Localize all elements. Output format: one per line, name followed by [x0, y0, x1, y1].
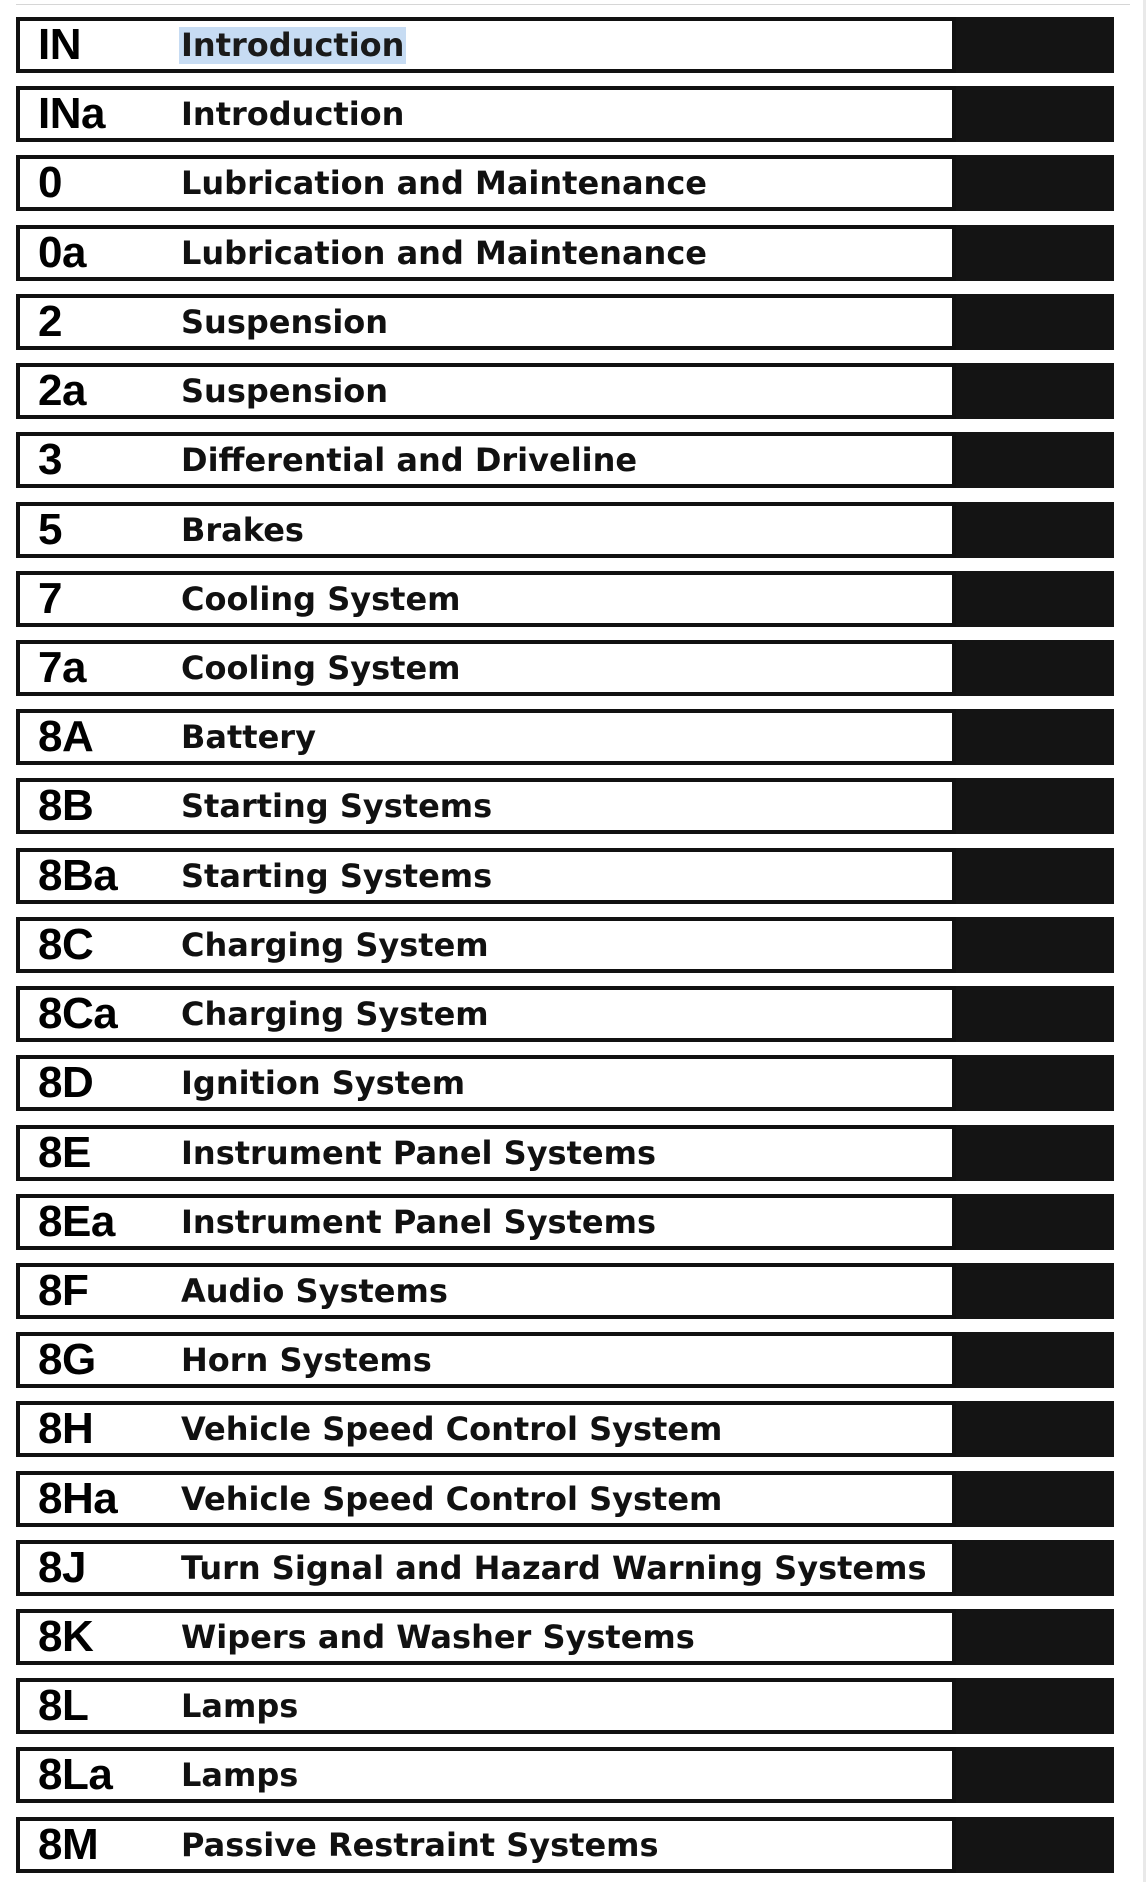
section-title-link[interactable]: Audio Systems — [181, 1271, 448, 1310]
toc-entry[interactable] — [16, 571, 1114, 627]
section-code: 8H — [38, 1404, 94, 1454]
section-tab — [956, 225, 1114, 281]
section-code: 8J — [38, 1542, 86, 1592]
section-tab — [956, 1055, 1114, 1111]
toc-entry-box — [16, 86, 956, 142]
section-code: 8C — [38, 919, 94, 969]
section-title-link[interactable]: Charging System — [181, 995, 489, 1034]
section-tab — [956, 986, 1114, 1042]
toc-entry-box — [16, 571, 956, 627]
section-tab — [956, 709, 1114, 765]
section-title-link[interactable]: Vehicle Speed Control System — [181, 1410, 723, 1449]
section-title-link[interactable]: Passive Restraint Systems — [181, 1825, 659, 1864]
toc-entry-box — [16, 1263, 956, 1319]
toc-entry[interactable] — [16, 986, 1114, 1042]
section-code: 8Ea — [38, 1196, 115, 1246]
toc-entry-box — [16, 225, 956, 281]
toc-entry-box — [16, 709, 956, 765]
section-code: 7a — [38, 642, 86, 692]
section-title-link[interactable]: Lamps — [181, 1756, 299, 1795]
toc-entry[interactable] — [16, 1609, 1114, 1665]
section-title-link[interactable]: Charging System — [181, 925, 489, 964]
section-title-link[interactable]: Instrument Panel Systems — [181, 1202, 656, 1241]
section-title-link[interactable]: Suspension — [181, 372, 389, 411]
toc-entry[interactable] — [16, 778, 1114, 834]
toc-entry[interactable] — [16, 1747, 1114, 1803]
section-code: 5 — [38, 504, 62, 554]
section-code: 8Ca — [38, 989, 118, 1039]
section-title-link[interactable]: Lubrication and Maintenance — [181, 233, 707, 272]
section-code: 8F — [38, 1265, 89, 1315]
section-tab — [956, 155, 1114, 211]
section-code: 0a — [38, 227, 86, 277]
toc-entry-box — [16, 1540, 956, 1596]
toc-entry[interactable] — [16, 848, 1114, 904]
section-title-link[interactable]: Cooling System — [181, 648, 461, 687]
section-code: 8D — [38, 1058, 94, 1108]
toc-entry[interactable] — [16, 1055, 1114, 1111]
section-tab — [956, 1540, 1114, 1596]
toc-entry-box — [16, 1125, 956, 1181]
section-tab — [956, 1332, 1114, 1388]
section-code: INa — [38, 89, 105, 139]
section-code: 8G — [38, 1335, 96, 1385]
toc-entry[interactable] — [16, 1263, 1114, 1319]
toc-entry-box — [16, 294, 956, 350]
section-code: 8E — [38, 1127, 91, 1177]
toc-entry-box — [16, 917, 956, 973]
section-code: 8La — [38, 1750, 113, 1800]
section-tab — [956, 1471, 1114, 1527]
section-title-link[interactable]: Instrument Panel Systems — [181, 1133, 656, 1172]
toc-entry[interactable] — [16, 1817, 1114, 1873]
toc-entry-box — [16, 1747, 956, 1803]
section-title-link[interactable]: Introduction — [181, 95, 405, 134]
toc-entry-box — [16, 1055, 956, 1111]
toc-entry[interactable] — [16, 225, 1114, 281]
toc-entry-box — [16, 848, 956, 904]
section-tab — [956, 1401, 1114, 1457]
toc-entry[interactable] — [16, 17, 1114, 73]
section-title-link[interactable]: Differential and Driveline — [181, 441, 638, 480]
section-title-link[interactable]: Lamps — [181, 1687, 299, 1726]
section-code: 8B — [38, 781, 94, 831]
section-title-link[interactable]: Battery — [181, 718, 316, 757]
toc-entry-box — [16, 1401, 956, 1457]
table-of-contents — [16, 17, 1114, 1882]
toc-entry[interactable] — [16, 709, 1114, 765]
toc-entry[interactable] — [16, 1332, 1114, 1388]
section-code: 2 — [38, 296, 62, 346]
toc-entry-box — [16, 640, 956, 696]
section-title-link[interactable]: Suspension — [181, 302, 389, 341]
toc-entry-box — [16, 1471, 956, 1527]
toc-entry[interactable] — [16, 1125, 1114, 1181]
section-title-link[interactable]: Cooling System — [181, 579, 461, 618]
section-title-link[interactable]: Lubrication and Maintenance — [181, 164, 707, 203]
section-tab — [956, 848, 1114, 904]
toc-entry-box — [16, 986, 956, 1042]
section-title-link[interactable]: Horn Systems — [181, 1341, 432, 1380]
toc-entry[interactable] — [16, 86, 1114, 142]
section-tab — [956, 1609, 1114, 1665]
section-code: IN — [38, 20, 81, 69]
toc-entry-box — [16, 1817, 956, 1873]
section-tab — [956, 1125, 1114, 1181]
section-code: 8K — [38, 1612, 94, 1662]
toc-entry[interactable] — [16, 1194, 1114, 1250]
section-tab — [956, 1747, 1114, 1803]
toc-entry[interactable] — [16, 155, 1114, 211]
toc-entry[interactable] — [16, 1678, 1114, 1734]
toc-entry[interactable] — [16, 917, 1114, 973]
toc-entry[interactable] — [16, 1471, 1114, 1527]
toc-entry[interactable] — [16, 1540, 1114, 1596]
toc-entry[interactable] — [16, 363, 1114, 419]
section-tab — [956, 1263, 1114, 1319]
toc-entry-box — [16, 155, 956, 211]
section-tab — [956, 294, 1114, 350]
section-title-link[interactable]: Starting Systems — [181, 856, 493, 895]
toc-entry[interactable] — [16, 502, 1114, 558]
section-tab — [956, 1817, 1114, 1873]
toc-entry-box — [16, 363, 956, 419]
toc-entry-box — [16, 1332, 956, 1388]
section-code: 8A — [38, 712, 94, 762]
toc-entry[interactable] — [16, 1401, 1114, 1457]
section-code: 8M — [38, 1819, 99, 1869]
section-title-link[interactable]: Introduction — [181, 25, 405, 64]
toc-entry-box — [16, 1194, 956, 1250]
section-code: 8Ha — [38, 1473, 118, 1523]
section-tab — [956, 1678, 1114, 1734]
toc-entry-box — [16, 502, 956, 558]
section-code: 7 — [38, 573, 62, 623]
toc-entry[interactable] — [16, 294, 1114, 350]
section-title-link[interactable]: Starting Systems — [181, 787, 493, 826]
toc-entry-box — [16, 778, 956, 834]
top-divider — [16, 4, 1130, 5]
section-title-link[interactable]: Ignition System — [181, 1064, 466, 1103]
section-title-link[interactable]: Wipers and Washer Systems — [181, 1618, 695, 1657]
toc-entry-box — [16, 1678, 956, 1734]
section-title-link[interactable]: Vehicle Speed Control System — [181, 1479, 723, 1518]
section-tab — [956, 1194, 1114, 1250]
toc-entry-box — [16, 17, 956, 73]
toc-entry[interactable] — [16, 640, 1114, 696]
section-code: 8L — [38, 1681, 89, 1731]
section-tab — [956, 363, 1114, 419]
section-tab — [956, 778, 1114, 834]
section-code: 3 — [38, 435, 62, 485]
section-tab — [956, 571, 1114, 627]
section-code: 2a — [38, 366, 86, 416]
section-tab — [956, 432, 1114, 488]
section-tab — [956, 17, 1114, 73]
toc-entry-box — [16, 1609, 956, 1665]
section-tab — [956, 502, 1114, 558]
section-tab — [956, 917, 1114, 973]
section-code: 8Ba — [38, 850, 118, 900]
section-tab — [956, 86, 1114, 142]
toc-entry[interactable] — [16, 432, 1114, 488]
toc-entry-box — [16, 432, 956, 488]
section-tab — [956, 640, 1114, 696]
section-title-link[interactable]: Brakes — [181, 510, 304, 549]
section-code: 0 — [38, 158, 62, 208]
section-title-link[interactable]: Turn Signal and Hazard Warning Systems — [181, 1548, 927, 1587]
